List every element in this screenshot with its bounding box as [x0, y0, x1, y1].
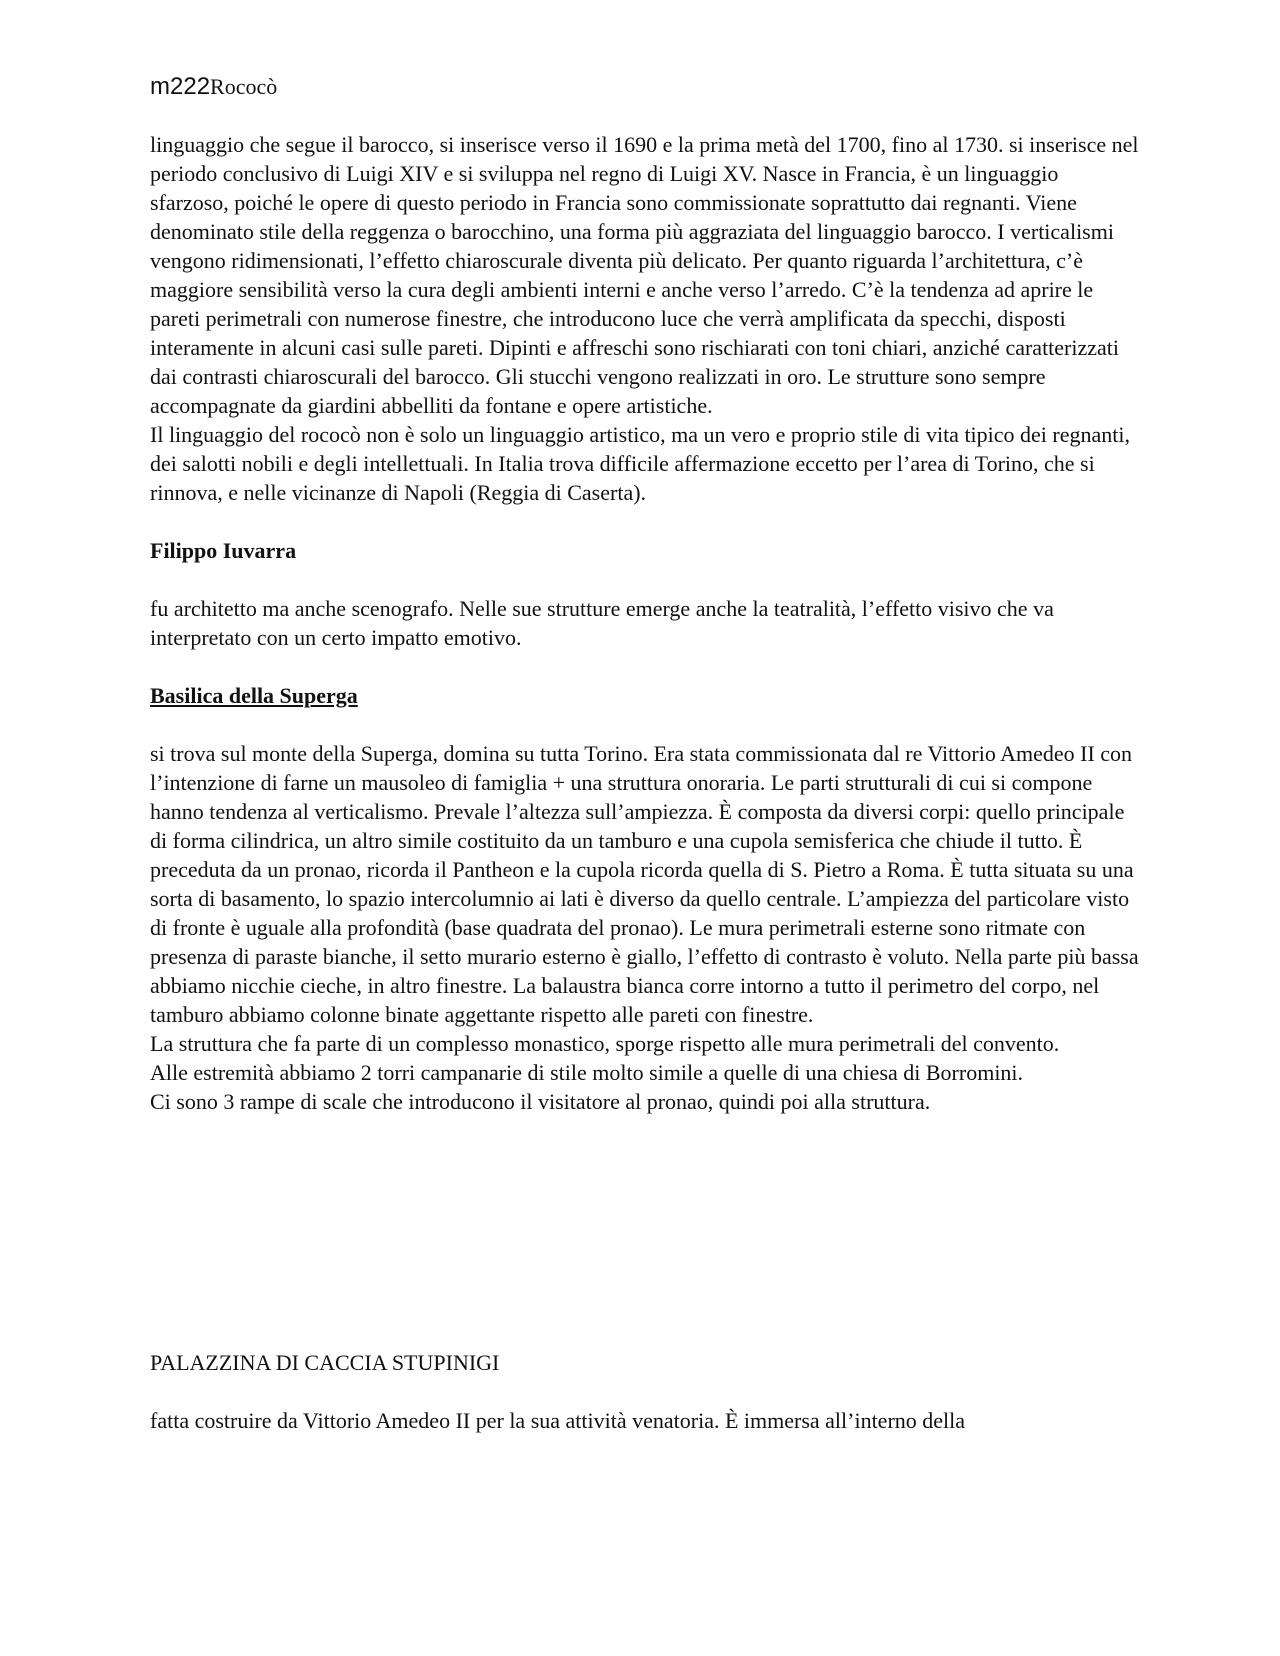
spacer	[150, 1377, 1140, 1406]
iuvarra-paragraph: fu architetto ma anche scenografo. Nelle sue strutture emerge anche la teatralità, l’effetto visivo che va interpretato con un certo impatto emotivo.	[150, 596, 1054, 650]
superga-paragraph-2: La struttura che fa parte di un complesso monastico, sporge rispetto alle mura perimetrali del convento.	[150, 1031, 1060, 1056]
superga-paragraph-4: Ci sono 3 rampe di scale che introducono il visitatore al pronao, quindi poi alla struttura.	[150, 1089, 931, 1114]
spacer	[150, 1116, 1140, 1348]
spacer	[150, 565, 1140, 594]
document-code: m222	[150, 73, 211, 100]
spacer	[150, 652, 1140, 681]
document-title	[150, 70, 1140, 104]
heading-filippo-iuvarra: Filippo Iuvarra	[150, 538, 297, 563]
heading-basilica-superga: Basilica della Superga	[150, 683, 358, 708]
document-page	[150, 70, 1140, 1435]
intro-paragraph-2: Il linguaggio del rococò non è solo un linguaggio artistico, ma un vero e proprio stile di vita tipico dei regnanti, dei salotti nobili e degli intellettuali. In Italia trova difficile affermazione eccetto per l’area di Torino, che si rinnova, e nelle vicinanze di Napoli (Reggia di Caserta).	[150, 422, 1130, 505]
superga-paragraph-1: si trova sul monte della Superga, domina su tutta Torino. Era stata commissionata dal re Vittorio Amedeo II con l’intenzione di farne un mausoleo di famiglia + una struttura onoraria. Le parti strutturali di cui si compone hanno tendenza al verticalismo. Prevale l’altezza sull’ampiezza. È composta da diversi corpi: quello principale di forma cilindrica, un altro simile costituito da un tamburo e una cupola semisferica che chiude il tutto. È preceduta da un pronao, ricorda il Pantheon e la cupola ricorda quella di S. Pietro a Roma. È tutta situata su una sorta di basamento, lo spazio intercolumnio ai lati è diverso da quello centrale. L’ampiezza del particolare visto di fronte è uguale alla profondità (base quadrata del pronao). Le mura perimetrali esterne sono ritmate con presenza di paraste bianche, il setto murario esterno è giallo, l’effetto di contrasto è voluto. Nella parte più bassa abbiamo nicchie cieche, in altro finestre. La balaustra bianca corre intorno a tutto il perimetro del corpo, nel tamburo abbiamo colonne binate aggettante rispetto alle pareti con finestre.	[150, 741, 1139, 1027]
spacer	[150, 507, 1140, 536]
stupinigi-paragraph: fatta costruire da Vittorio Amedeo II per la sua attività venatoria. È immersa all’interno della	[150, 1408, 966, 1433]
intro-paragraph-1: linguaggio che segue il barocco, si inserisce verso il 1690 e la prima metà del 1700, fino al 1730. si inserisce nel periodo conclusivo di Luigi XIV e si sviluppa nel regno di Luigi XV. Nasce in Francia, è un linguaggio sfarzoso, poiché le opere di questo periodo in Francia sono commissionate soprattutto dai regnanti. Viene denominato stile della reggenza o barocchino, una forma più aggraziata del linguaggio barocco. I verticalismi vengono ridimensionati, l’effetto chiaroscurale diventa più delicato. Per quanto riguarda l’architettura, c’è maggiore sensibilità verso la cura degli ambienti interni e anche verso l’arredo. C’è la tendenza ad aprire le pareti perimetrali con numerose finestre, che introducono luce che verrà amplificata da specchi, disposti interamente in alcuni casi sulle pareti. Dipinti e affreschi sono rischiarati con toni chiari, anziché caratterizzati dai contrasti chiaroscurali del barocco. Gli stucchi vengono realizzati in oro. Le strutture sono sempre accompagnate da giardini abbelliti da fontane e opere artistiche.	[150, 132, 1139, 418]
superga-paragraph-3: Alle estremità abbiamo 2 torri campanarie di stile molto simile a quelle di una chiesa di Borromini.	[150, 1060, 1024, 1085]
document-title-text: Rococò	[210, 74, 278, 99]
spacer	[150, 710, 1140, 739]
heading-palazzina-stupinigi: PALAZZINA DI CACCIA STUPINIGI	[150, 1350, 500, 1375]
